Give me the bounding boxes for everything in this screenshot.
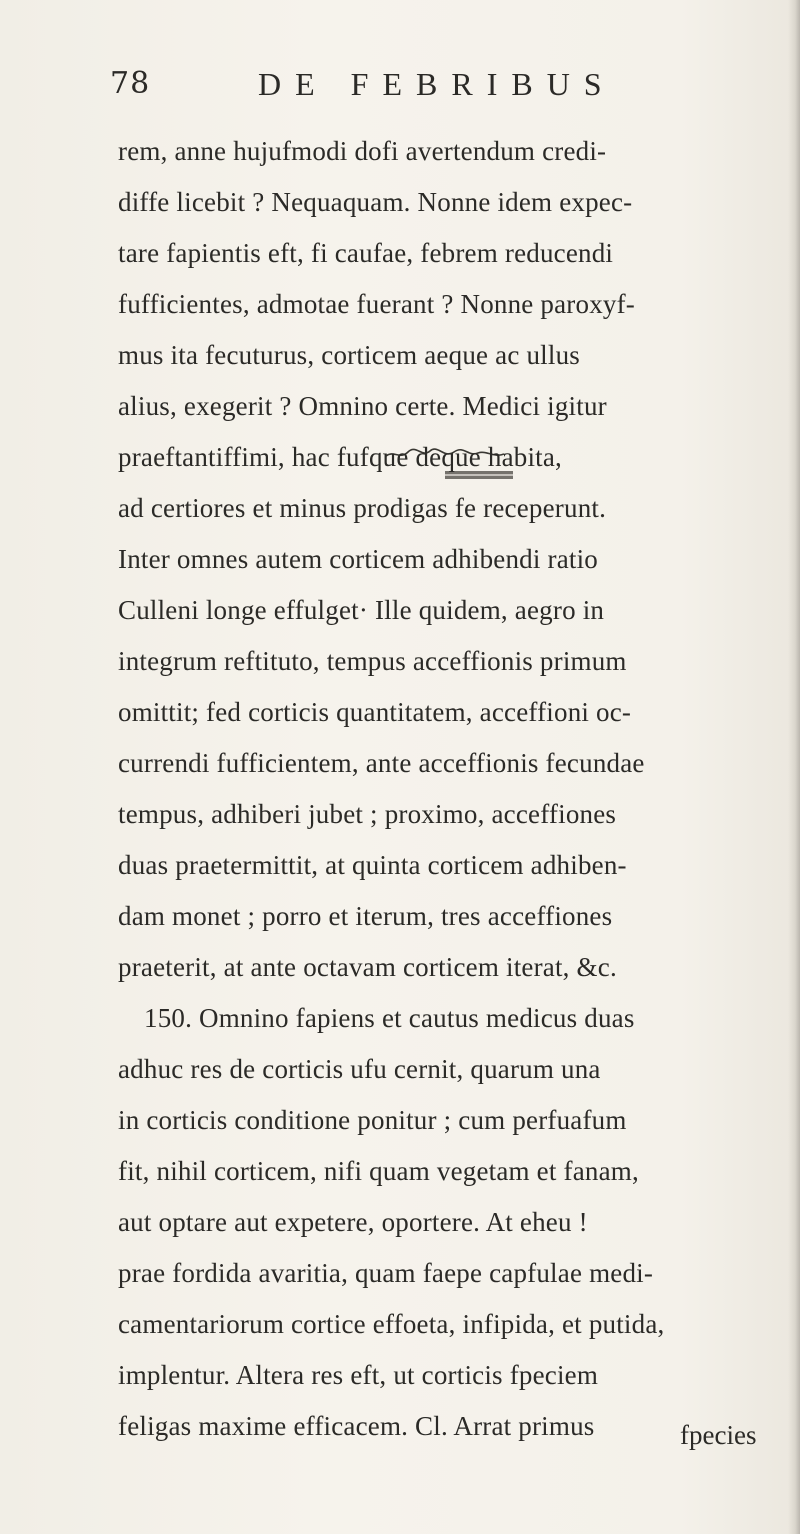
text-line: tare fapientis eft, fi caufae, febrem reducendi xyxy=(118,238,614,268)
text-line: currendi fufficientem, ante acceffionis fecundae xyxy=(118,748,645,778)
text-line: Culleni longe effulget· Ille quidem, aegro in xyxy=(118,595,605,625)
text-line: implentur. Altera res eft, ut corticis fpeciem xyxy=(118,1360,599,1390)
text-line: camentariorum cortice effoeta, infipida, et putida, xyxy=(118,1309,665,1339)
text-line: prae fordida avaritia, quam faepe capfulae medi- xyxy=(118,1258,654,1288)
text-line: praeftantiffimi, hac fufque deque habita, xyxy=(118,442,563,472)
text-line: diffe licebit ? Nequaquam. Nonne idem expec- xyxy=(118,187,633,217)
text-line: dam monet ; porro et iterum, tres acceffiones xyxy=(118,901,613,931)
text-line: adhuc res de corticis ufu cernit, quarum una xyxy=(118,1054,601,1084)
text-line: fufficientes, admotae fuerant ? Nonne paroxyf- xyxy=(118,289,635,319)
text-line: Inter omnes autem corticem adhibendi ratio xyxy=(118,544,598,574)
body-text xyxy=(118,126,798,1452)
text-line: integrum reftituto, tempus acceffionis primum xyxy=(118,646,627,676)
text-line: mus ita fecuturus, corticem aeque ac ullus xyxy=(118,340,580,370)
catchword: fpecies xyxy=(680,1420,757,1450)
text-line: tempus, adhiberi jubet ; proximo, acceffiones xyxy=(118,799,617,829)
text-line: aut optare aut expetere, oportere. At eheu ! xyxy=(118,1207,588,1237)
text-line: rem, anne hujufmodi dofi avertendum credi- xyxy=(118,136,607,166)
page-number: 78 xyxy=(110,66,151,101)
text-line: omittit; fed corticis quantitatem, acceffioni oc- xyxy=(118,697,632,727)
text-line: praeterit, at ante octavam corticem iterat, &c. xyxy=(118,952,617,982)
text-line: feligas maxime efficacem. Cl. Arrat primus xyxy=(118,1411,595,1441)
text-line: duas praetermittit, at quinta corticem adhiben- xyxy=(118,850,627,880)
running-head: DE FEBRIBUS xyxy=(258,66,616,102)
text-line: in corticis conditione ponitur ; cum perfuafum xyxy=(118,1105,627,1135)
text-line: ad certiores et minus prodigas fe receperunt. xyxy=(118,493,607,523)
text-line: fit, nihil corticem, nifi quam vegetam et fanam, xyxy=(118,1156,639,1186)
text-line: alius, exegerit ? Omnino certe. Medici igitur xyxy=(118,391,607,421)
paragraph-start-line: 150. Omnino fapiens et cautus medicus duas xyxy=(144,1003,635,1033)
